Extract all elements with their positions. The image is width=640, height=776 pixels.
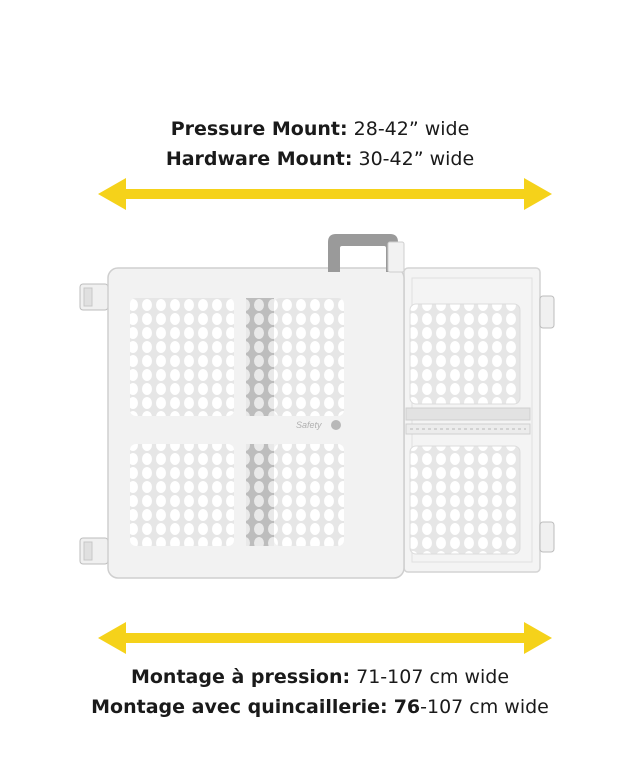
gate-main-panel [108, 268, 404, 578]
gate-extension-panel [404, 268, 540, 572]
montage-quincaillerie-number: 76 [393, 696, 421, 718]
left-mount-brackets [80, 284, 108, 564]
width-arrow-bottom [98, 620, 552, 656]
hardware-mount-line [0, 144, 640, 174]
hardware-mount-label: Hardware Mount: [165, 148, 353, 170]
hardware-mount-value: 30-42” wide [358, 148, 475, 170]
montage-pression-value: 71-107 cm wide [356, 666, 510, 688]
safety-1st-logo: Safety [296, 420, 322, 430]
montage-quincaillerie-label: Montage avec quincaillerie: [91, 696, 388, 718]
montage-pression-label: Montage à pression: [130, 666, 351, 688]
right-mount-brackets [540, 296, 554, 552]
bottom-caption [0, 662, 640, 722]
montage-quincaillerie-line [0, 692, 640, 722]
baby-gate-image [70, 228, 570, 588]
montage-quincaillerie-value: -107 cm wide [420, 696, 549, 718]
pressure-mount-label: Pressure Mount: [170, 118, 348, 140]
gate-handle [328, 234, 404, 272]
pressure-mount-value: 28-42” wide [353, 118, 470, 140]
top-caption [0, 114, 640, 174]
pressure-mount-line [0, 114, 640, 144]
montage-pression-line [0, 662, 640, 692]
width-arrow-top [98, 176, 552, 212]
